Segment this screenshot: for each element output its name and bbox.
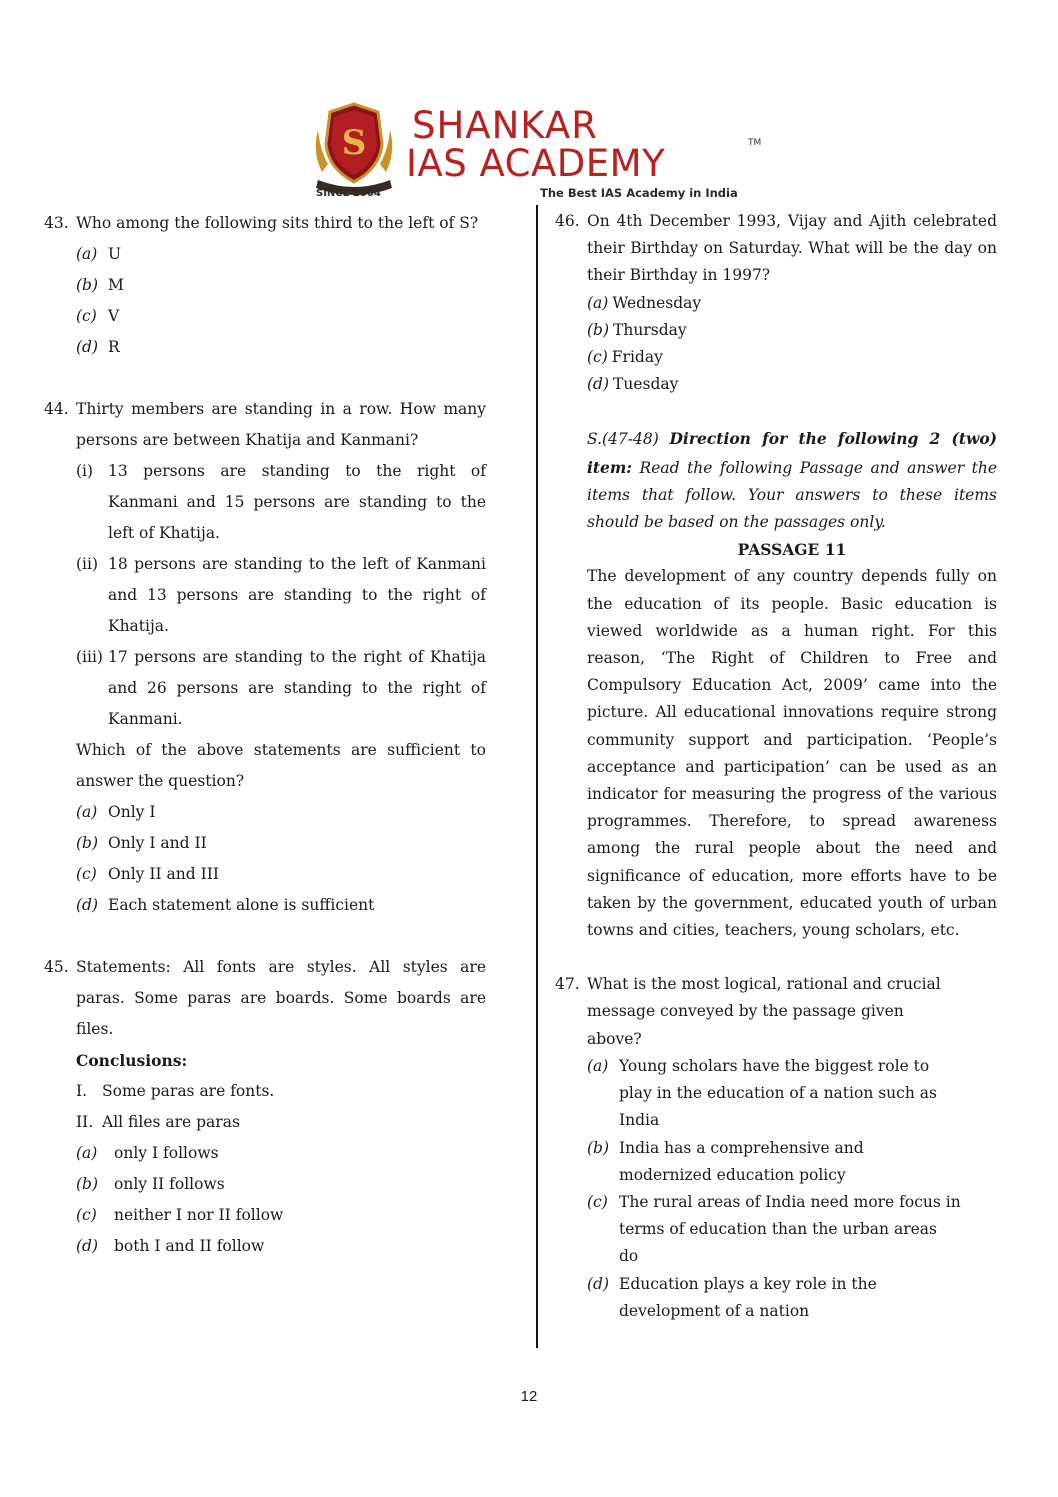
left-column <box>44 208 486 1262</box>
option-c: (c) Friday <box>587 348 663 367</box>
option-d: (d) both I and II follow <box>76 1237 265 1255</box>
question-45 <box>44 952 486 1262</box>
option-c: (c) V <box>76 307 120 325</box>
option-b: (b) Only I and II <box>76 834 207 852</box>
option-a: (a) only I follows <box>76 1144 219 1162</box>
question-46 <box>555 208 997 398</box>
option-d: (d) Education plays a key role in the development of a nation <box>587 1274 877 1320</box>
option-b: (b) India has a comprehensive and modernized education policy <box>587 1138 864 1184</box>
question-43 <box>44 208 486 363</box>
passage-title: PASSAGE 11 <box>737 540 847 560</box>
statement-iii: (iii) 17 persons are standing to the right of Khatija and 26 persons are standing to the right of Kanmani. <box>76 648 486 728</box>
academy-emblem-icon <box>308 100 400 202</box>
option-c: (c) Only II and III <box>76 865 219 883</box>
question-number: 45. <box>44 958 69 976</box>
svg-text:S: S <box>341 123 367 163</box>
academy-logo <box>308 100 768 202</box>
brand-name-line1: SHANKAR <box>412 104 598 147</box>
option-b: (b) M <box>76 276 124 294</box>
column-divider <box>536 205 538 1348</box>
question-prompt: Which of the above statements are sufficient to answer the question? <box>76 741 486 790</box>
question-number: 44. <box>44 400 69 418</box>
page-number: 12 <box>520 1388 538 1405</box>
conclusion-1: I. Some paras are fonts. <box>76 1082 275 1100</box>
option-a: (a) Young scholars have the biggest role to play in the education of a nation such as India <box>587 1056 937 1130</box>
option-b: (b) Thursday <box>587 320 687 339</box>
conclusion-2: II. All files are paras <box>76 1113 240 1131</box>
option-b: (b) only II follows <box>76 1175 225 1193</box>
conclusions-heading: Conclusions: <box>76 1051 188 1070</box>
passage-section <box>587 425 997 944</box>
statement-ii: (ii) 18 persons are standing to the left of Kanmani and 13 persons are standing to the right of Khatija. <box>76 555 486 635</box>
option-a: (a) U <box>76 245 122 263</box>
option-c: (c) The rural areas of India need more focus in terms of education than the urban areas do <box>587 1192 961 1266</box>
option-c: (c) neither I nor II follow <box>76 1206 284 1224</box>
passage-text: The development of any country depends fully on the education of its people. Basic education is viewed worldwide as a human right. For this reason, ‘The Right of Children to Free and Compulsory Education Act, 2009’ came into the picture. All educational innovations require strong community support and participation. ‘People’s acceptance and participation’ can be used as an indicator for measuring the progress of the various programmes. Therefore, to spread awareness among the rural people about the need and significance of education, more efforts have to be taken by the government, educated youth of urban towns and cities, teachers, young scholars, etc. <box>587 567 997 940</box>
brand-tagline: The Best IAS Academy in India <box>540 186 738 200</box>
since-label: SINCE 2004 <box>316 188 381 199</box>
option-d: (d) R <box>76 338 120 356</box>
option-d: (d) Tuesday <box>587 375 679 394</box>
direction-text: S.(47-48) Direction for the following 2 (two) item: Read the following Passage and answer the items that follow. Your answers to these items should be based on the passages only. <box>587 429 997 532</box>
question-number: 47. <box>555 975 580 994</box>
question-47 <box>555 971 997 1325</box>
question-number: 43. <box>44 214 69 232</box>
question-text: On 4th December 1993, Vijay and Ajith celebrated their Birthday on Saturday. What will be the day on their Birthday in 1997? <box>587 212 997 285</box>
option-d: (d) Each statement alone is sufficient <box>76 896 375 914</box>
question-text: Thirty members are standing in a row. How many persons are between Khatija and Kanmani? <box>76 400 486 449</box>
question-44 <box>44 394 486 921</box>
question-number: 46. <box>555 212 580 230</box>
option-a: (a) Wednesday <box>587 293 702 312</box>
question-text: Statements: All fonts are styles. All styles are paras. Some paras are boards. Some boards are files. <box>76 958 486 1038</box>
right-column <box>555 208 997 1325</box>
option-a: (a) Only I <box>76 803 156 821</box>
question-text: What is the most logical, rational and crucial message conveyed by the passage given above? <box>587 975 941 1048</box>
question-text: Who among the following sits third to the left of S? <box>76 214 479 232</box>
statement-i: (i) 13 persons are standing to the right of Kanmani and 15 persons are standing to the left of Khatija. <box>76 462 486 542</box>
brand-name-line2: IAS ACADEMY <box>406 142 666 185</box>
trademark-mark: TM <box>748 138 762 148</box>
